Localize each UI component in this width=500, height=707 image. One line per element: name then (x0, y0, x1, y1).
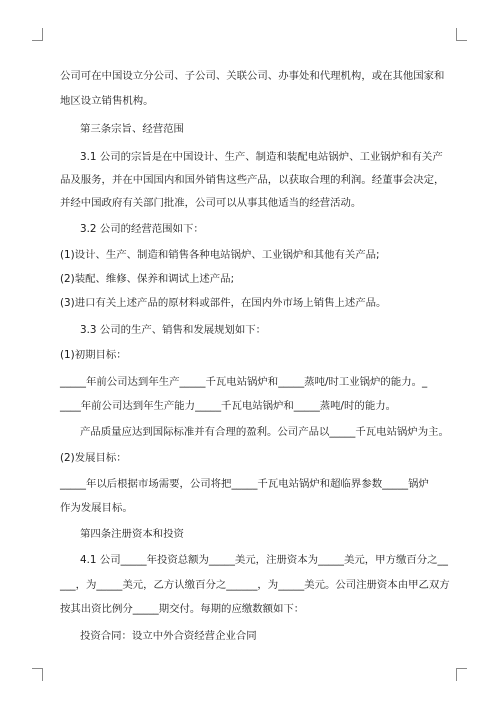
paragraph-line: ___，为_____美元，乙方认缴百分之______，为_____美元。公司注册资本由甲乙双方 (60, 579, 450, 591)
paragraph-line: _____年以后根据市场需要，公司将把_____千瓦电站锅炉和超临界参数_____锅炉 (60, 478, 429, 490)
paragraph-line: 4.1 公司_____年投资总额为_____美元，注册资本为_____美元，甲方缴百分之__ (80, 554, 448, 566)
section-heading: 第四条注册资本和投资 (80, 528, 184, 540)
crop-mark-top-right (456, 28, 467, 41)
paragraph-line: 公司可在中国设立分公司、子公司、关联公司、办事处和代理机构，或在其他国家和 (60, 70, 445, 82)
paragraph-line: 品及服务，并在中国国内和国外销售这些产品，以获取合理的利润。经董事会决定， (60, 174, 445, 186)
paragraph-line: 产品质量应达到国际标准并有合理的盈利。公司产品以_____千瓦电站锅炉为主。 (80, 426, 449, 438)
crop-mark-bottom-left (32, 668, 43, 681)
paragraph-line: 作为发展目标。 (60, 502, 133, 514)
paragraph-line: 3.1 公司的宗旨是在中国设计、生产、制造和装配电站锅炉、工业锅炉和有关产 (80, 151, 443, 163)
list-item: (2)发展目标： (60, 452, 127, 464)
paragraph-line: 3.2 公司的经营范围如下： (80, 223, 204, 235)
list-item: (3)进口有关上述产品的原材料或部件，在国内外市场上销售上述产品。 (60, 297, 387, 309)
list-item: (2)装配、维修、保养和调试上述产品; (60, 273, 235, 285)
section-heading: 第三条宗旨、经营范围 (80, 123, 184, 135)
list-item: (1)初期目标： (60, 349, 127, 361)
paragraph-line: 投资合同：设立中外合资经营企业合同 (80, 630, 257, 642)
list-item: (1)设计、生产、制造和销售各种电站锅炉、工业锅炉和其他有关产品; (60, 249, 380, 261)
paragraph-line: _____年前公司达到年生产_____千瓦电站锅炉和_____蒸吨/时工业锅炉的能力。_ (60, 376, 428, 388)
paragraph-line: 并经中国政府有关部门批准，公司可以从事其他适当的经营活动。 (60, 197, 362, 209)
paragraph-line: ____年前公司达到年生产能力_____千瓦电站锅炉和_____蒸吨/时的能力。 (60, 400, 396, 412)
crop-mark-top-left (32, 28, 43, 41)
crop-mark-bottom-right (456, 668, 467, 681)
paragraph-line: 3.3 公司的生产、销售和发展规划如下： (80, 324, 267, 336)
paragraph-line: 按其出资比例分_____期交付。每期的应缴数额如下： (60, 603, 305, 615)
paragraph-line: 地区设立销售机构。 (60, 95, 154, 107)
